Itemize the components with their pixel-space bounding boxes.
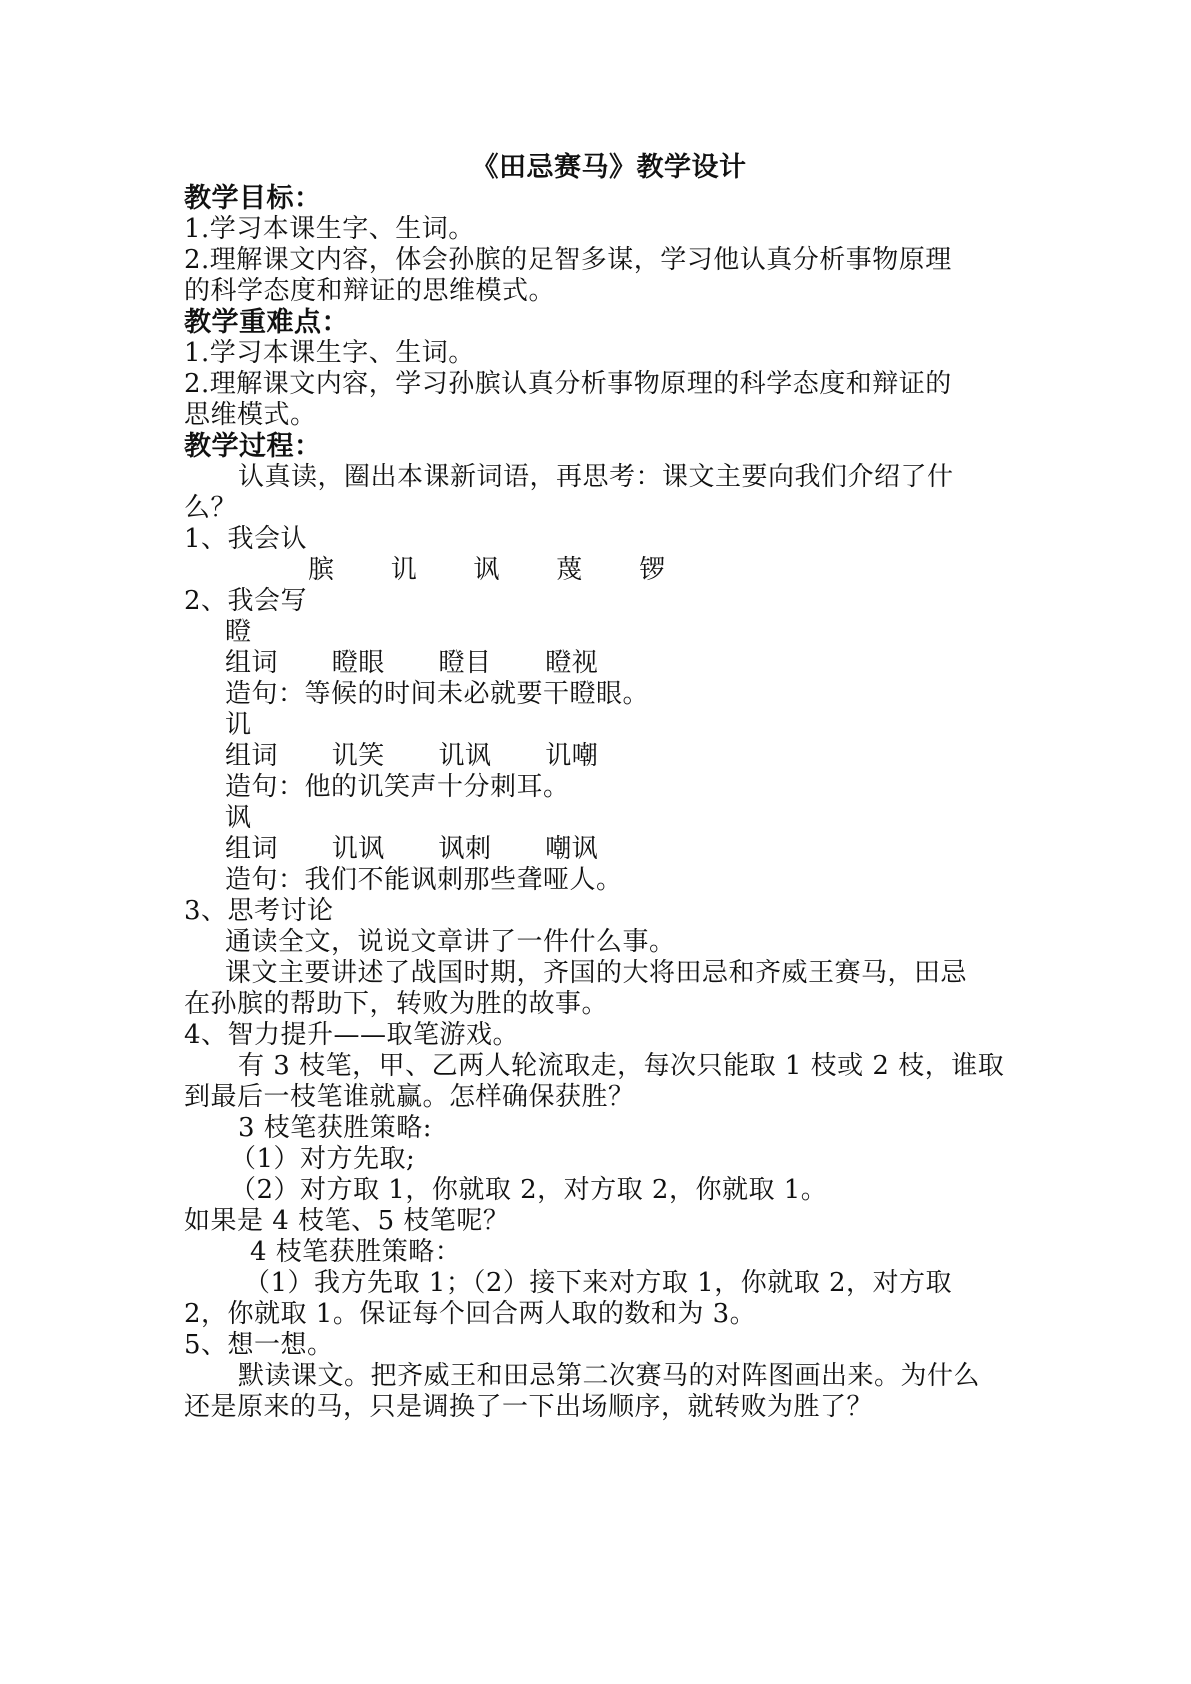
recognize-char: 蔑 xyxy=(556,555,583,585)
write-char-3: 讽 xyxy=(225,803,252,833)
strategy-4-line-1: （1）我方先取 1；（2）接下来对方取 1，你就取 2，对方取 xyxy=(244,1268,953,1298)
recognize-char: 膑 xyxy=(308,555,335,585)
word: 嘲讽 xyxy=(545,834,599,864)
section-1-characters xyxy=(184,555,1024,586)
section-2-heading: 2、我会写 xyxy=(184,586,308,616)
document-title: 《田忌赛马》教学设计 xyxy=(471,152,747,183)
words-label: 组词 xyxy=(225,741,279,771)
recognize-char: 讽 xyxy=(473,555,501,585)
write-char-3-sentence: 造句：我们不能讽刺那些聋哑人。 xyxy=(225,865,623,895)
recognize-char: 讥 xyxy=(390,555,418,585)
key-points-heading: 教学重难点： xyxy=(184,307,349,338)
intro-line-1: 认真读，圈出本课新词语，再思考：课文主要向我们介绍了什 xyxy=(238,462,954,492)
write-char-2-words xyxy=(184,741,1024,772)
section-3-question: 通读全文，说说文章讲了一件什么事。 xyxy=(225,927,676,957)
goal-2-line-2: 的科学态度和辩证的思维模式。 xyxy=(184,276,556,306)
section-5-paragraph-line-2: 还是原来的马，只是调换了一下出场顺序，就转败为胜了？ xyxy=(184,1392,874,1422)
key-point-2-line-1: 2.理解课文内容，学习孙膑认真分析事物原理的科学态度和辩证的 xyxy=(184,369,952,399)
words-label: 组词 xyxy=(225,648,279,678)
section-3-answer-line-2: 在孙膑的帮助下，转败为胜的故事。 xyxy=(184,989,609,1019)
section-5-paragraph-line-1: 默读课文。把齐威王和田忌第二次赛马的对阵图画出来。为什么 xyxy=(238,1361,981,1391)
write-char-2: 讥 xyxy=(225,710,252,740)
section-5-heading: 5、想一想。 xyxy=(184,1330,334,1360)
strategy-3-step-2: （2）对方取 1，你就取 2，对方取 2，你就取 1。 xyxy=(230,1175,828,1205)
section-3-heading: 3、思考讨论 xyxy=(184,896,334,926)
goal-1: 1.学习本课生字、生词。 xyxy=(184,214,475,244)
section-4-problem-line-2: 到最后一枝笔谁就赢。怎样确保获胜？ xyxy=(184,1082,635,1112)
goals-heading: 教学目标： xyxy=(184,183,322,214)
write-char-2-sentence: 造句：他的讥笑声十分刺耳。 xyxy=(225,772,570,802)
word: 讥笑 xyxy=(331,741,385,771)
word: 讽刺 xyxy=(438,834,492,864)
recognize-char: 锣 xyxy=(639,555,666,585)
word: 讥嘲 xyxy=(545,741,599,771)
section-4-heading: 4、智力提升——取笔游戏。 xyxy=(184,1020,520,1050)
intro-line-2: 么？ xyxy=(184,493,238,523)
process-heading: 教学过程： xyxy=(184,431,322,462)
strategy-4-line-2: 2，你就取 1。保证每个回合两人取的数和为 3。 xyxy=(184,1299,757,1329)
word: 瞪视 xyxy=(545,648,599,678)
strategy-3-heading: 3 枝笔获胜策略: xyxy=(238,1113,433,1143)
word: 瞪眼 xyxy=(331,648,385,678)
section-1-heading: 1、我会认 xyxy=(184,524,308,554)
word: 讥讽 xyxy=(331,834,385,864)
section-4-problem-line-1: 有 3 枝笔，甲、乙两人轮流取走，每次只能取 1 枝或 2 枝，谁取 xyxy=(238,1051,1005,1081)
write-char-1: 瞪 xyxy=(225,617,252,647)
words-label: 组词 xyxy=(225,834,279,864)
section-3-answer-line-1: 课文主要讲述了战国时期，齐国的大将田忌和齐威王赛马，田忌 xyxy=(225,958,968,988)
write-char-1-words xyxy=(184,648,1024,679)
section-4-question-2: 如果是 4 枝笔、5 枝笔呢？ xyxy=(184,1206,510,1236)
word: 瞪目 xyxy=(438,648,492,678)
goal-2-line-1: 2.理解课文内容，体会孙膑的足智多谋，学习他认真分析事物原理 xyxy=(184,245,952,275)
strategy-3-step-1: （1）对方先取; xyxy=(230,1144,416,1174)
key-point-1: 1.学习本课生字、生词。 xyxy=(184,338,475,368)
strategy-4-heading: 4 枝笔获胜策略： xyxy=(250,1237,462,1267)
write-char-1-sentence: 造句：等候的时间未必就要干瞪眼。 xyxy=(225,679,650,709)
word: 讥讽 xyxy=(438,741,492,771)
key-point-2-line-2: 思维模式。 xyxy=(184,400,317,430)
document-body xyxy=(184,152,1024,1423)
write-char-3-words xyxy=(184,834,1024,865)
